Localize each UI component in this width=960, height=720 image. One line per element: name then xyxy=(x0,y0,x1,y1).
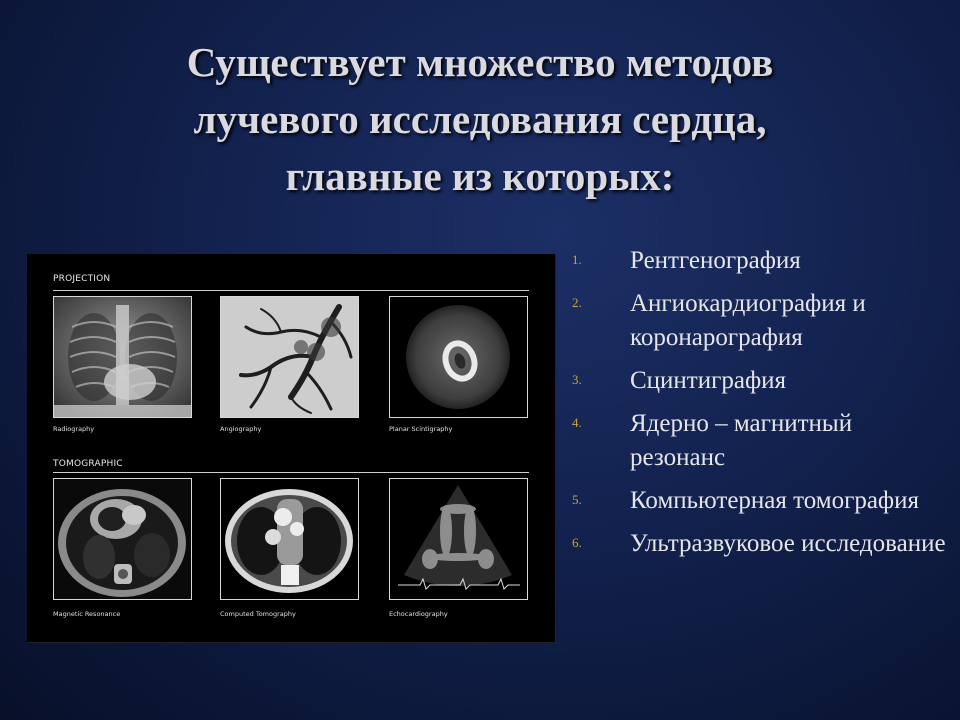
list-number: 3. xyxy=(572,372,582,387)
list-item-text: Ангиокардиография и коронарография xyxy=(630,290,866,351)
list-item xyxy=(572,484,952,518)
list-item-text: Рентгенография xyxy=(630,247,801,274)
magnetic-resonance-image xyxy=(53,478,192,600)
title-line-2: лучевого исследования сердца, xyxy=(193,96,767,142)
list-number: 1. xyxy=(572,252,582,267)
computed-tomography-caption: Computed Tomography xyxy=(220,610,296,618)
radiography-image xyxy=(53,296,192,418)
tomographic-section-label: TOMOGRAPHIC xyxy=(53,459,123,469)
list-number: 5. xyxy=(572,492,582,507)
list-item-text: Ядерно – магнитный резонанс xyxy=(630,410,853,471)
radiography-caption: Radiography xyxy=(53,425,95,433)
list-item-text: Компьютерная томография xyxy=(630,487,920,514)
list-number: 6. xyxy=(572,535,582,550)
list-item-text: Ультразвуковое исследование xyxy=(630,530,946,557)
list-item xyxy=(572,244,952,278)
title-line-1: Существует множество методов xyxy=(186,39,774,85)
list-item xyxy=(572,407,952,475)
echocardiography-image xyxy=(389,478,528,600)
echocardiography-caption: Echocardiography xyxy=(389,610,448,618)
tomographic-divider xyxy=(53,472,529,473)
list-item xyxy=(572,287,952,355)
title-line-3: главные из которых: xyxy=(285,153,675,199)
planar-scintigraphy-image xyxy=(389,296,528,418)
list-item xyxy=(572,527,952,561)
methods-list xyxy=(572,244,952,570)
magnetic-resonance-caption: Magnetic Resonance xyxy=(53,610,121,618)
projection-divider xyxy=(53,290,529,291)
imaging-figure-panel xyxy=(27,254,555,642)
list-item-text: Сцинтиграфия xyxy=(630,367,787,394)
planar-scintigraphy-caption: Planar Scintigraphy xyxy=(389,425,453,433)
computed-tomography-image xyxy=(220,478,359,600)
list-item xyxy=(572,364,952,398)
angiography-caption: Angiography xyxy=(220,425,262,433)
list-number: 2. xyxy=(572,295,582,310)
list-number: 4. xyxy=(572,415,582,430)
angiography-image xyxy=(220,296,359,418)
projection-section-label: PROJECTION xyxy=(53,274,111,284)
slide-title xyxy=(60,34,900,205)
